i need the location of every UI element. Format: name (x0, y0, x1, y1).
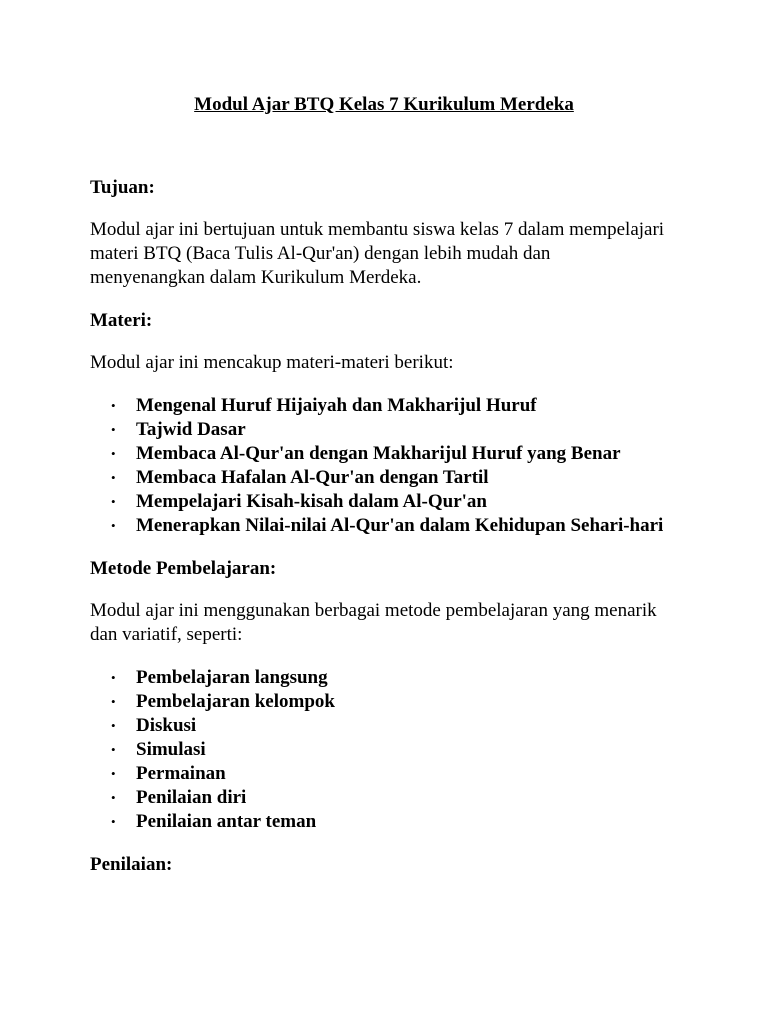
bullet-icon: • (111, 790, 116, 805)
metode-list (90, 666, 665, 834)
bullet-icon: • (111, 422, 116, 437)
metode-heading: Metode Pembelajaran: (90, 558, 277, 579)
materi-intro: Modul ajar ini mencakup materi-materi berikut: (90, 352, 454, 373)
list-item-text: Pembelajaran kelompok (136, 691, 335, 712)
bullet-icon: • (111, 694, 116, 709)
list-item-text: Diskusi (136, 715, 197, 736)
bullet-icon: • (111, 766, 116, 781)
materi-heading: Materi: (90, 310, 153, 331)
list-item-text: Penilaian antar teman (136, 811, 317, 832)
bullet-icon: • (111, 446, 116, 461)
bullet-icon: • (111, 398, 116, 413)
list-item-text: Membaca Hafalan Al-Qur'an dengan Tartil (136, 467, 489, 488)
list-item (90, 666, 665, 690)
list-item (90, 442, 665, 466)
list-item (90, 738, 665, 762)
bullet-icon: • (111, 742, 116, 757)
bullet-icon: • (111, 518, 116, 533)
tujuan-text: Modul ajar ini bertujuan untuk membantu siswa kelas 7 dalam mempelajari materi BTQ (Baca Tulis Al-Qur'an) dengan lebih mudah dan menyenangkan dalam Kurikulum Merdeka. (90, 219, 665, 288)
list-item (90, 810, 665, 834)
list-item (90, 418, 665, 442)
penilaian-heading: Penilaian: (90, 854, 173, 875)
bullet-icon: • (111, 470, 116, 485)
materi-list (90, 394, 665, 538)
list-item-text: Penilaian diri (136, 787, 247, 808)
list-item (90, 394, 665, 418)
list-item-text: Tajwid Dasar (136, 419, 246, 440)
list-item (90, 762, 665, 786)
list-item (90, 690, 665, 714)
document-title: Modul Ajar BTQ Kelas 7 Kurikulum Merdeka (194, 94, 574, 115)
bullet-icon: • (111, 494, 116, 509)
bullet-icon: • (111, 814, 116, 829)
bullet-icon: • (111, 670, 116, 685)
list-item-text: Mempelajari Kisah-kisah dalam Al-Qur'an (136, 491, 487, 512)
list-item-text: Permainan (136, 763, 226, 784)
document-body (90, 176, 665, 877)
list-item (90, 714, 665, 738)
list-item (90, 514, 665, 538)
bullet-icon: • (111, 718, 116, 733)
list-item (90, 786, 665, 810)
list-item-text: Membaca Al-Qur'an dengan Makharijul Huruf yang Benar (136, 443, 621, 464)
list-item (90, 466, 665, 490)
tujuan-heading: Tujuan: (90, 177, 155, 198)
list-item-text: Pembelajaran langsung (136, 667, 328, 688)
list-item-text: Simulasi (136, 739, 206, 760)
metode-intro: Modul ajar ini menggunakan berbagai metode pembelajaran yang menarik dan variatif, seperti: (90, 600, 657, 645)
list-item-text: Mengenal Huruf Hijaiyah dan Makharijul Huruf (136, 395, 537, 416)
list-item (90, 490, 665, 514)
list-item-text: Menerapkan Nilai-nilai Al-Qur'an dalam Kehidupan Sehari-hari (136, 515, 664, 536)
